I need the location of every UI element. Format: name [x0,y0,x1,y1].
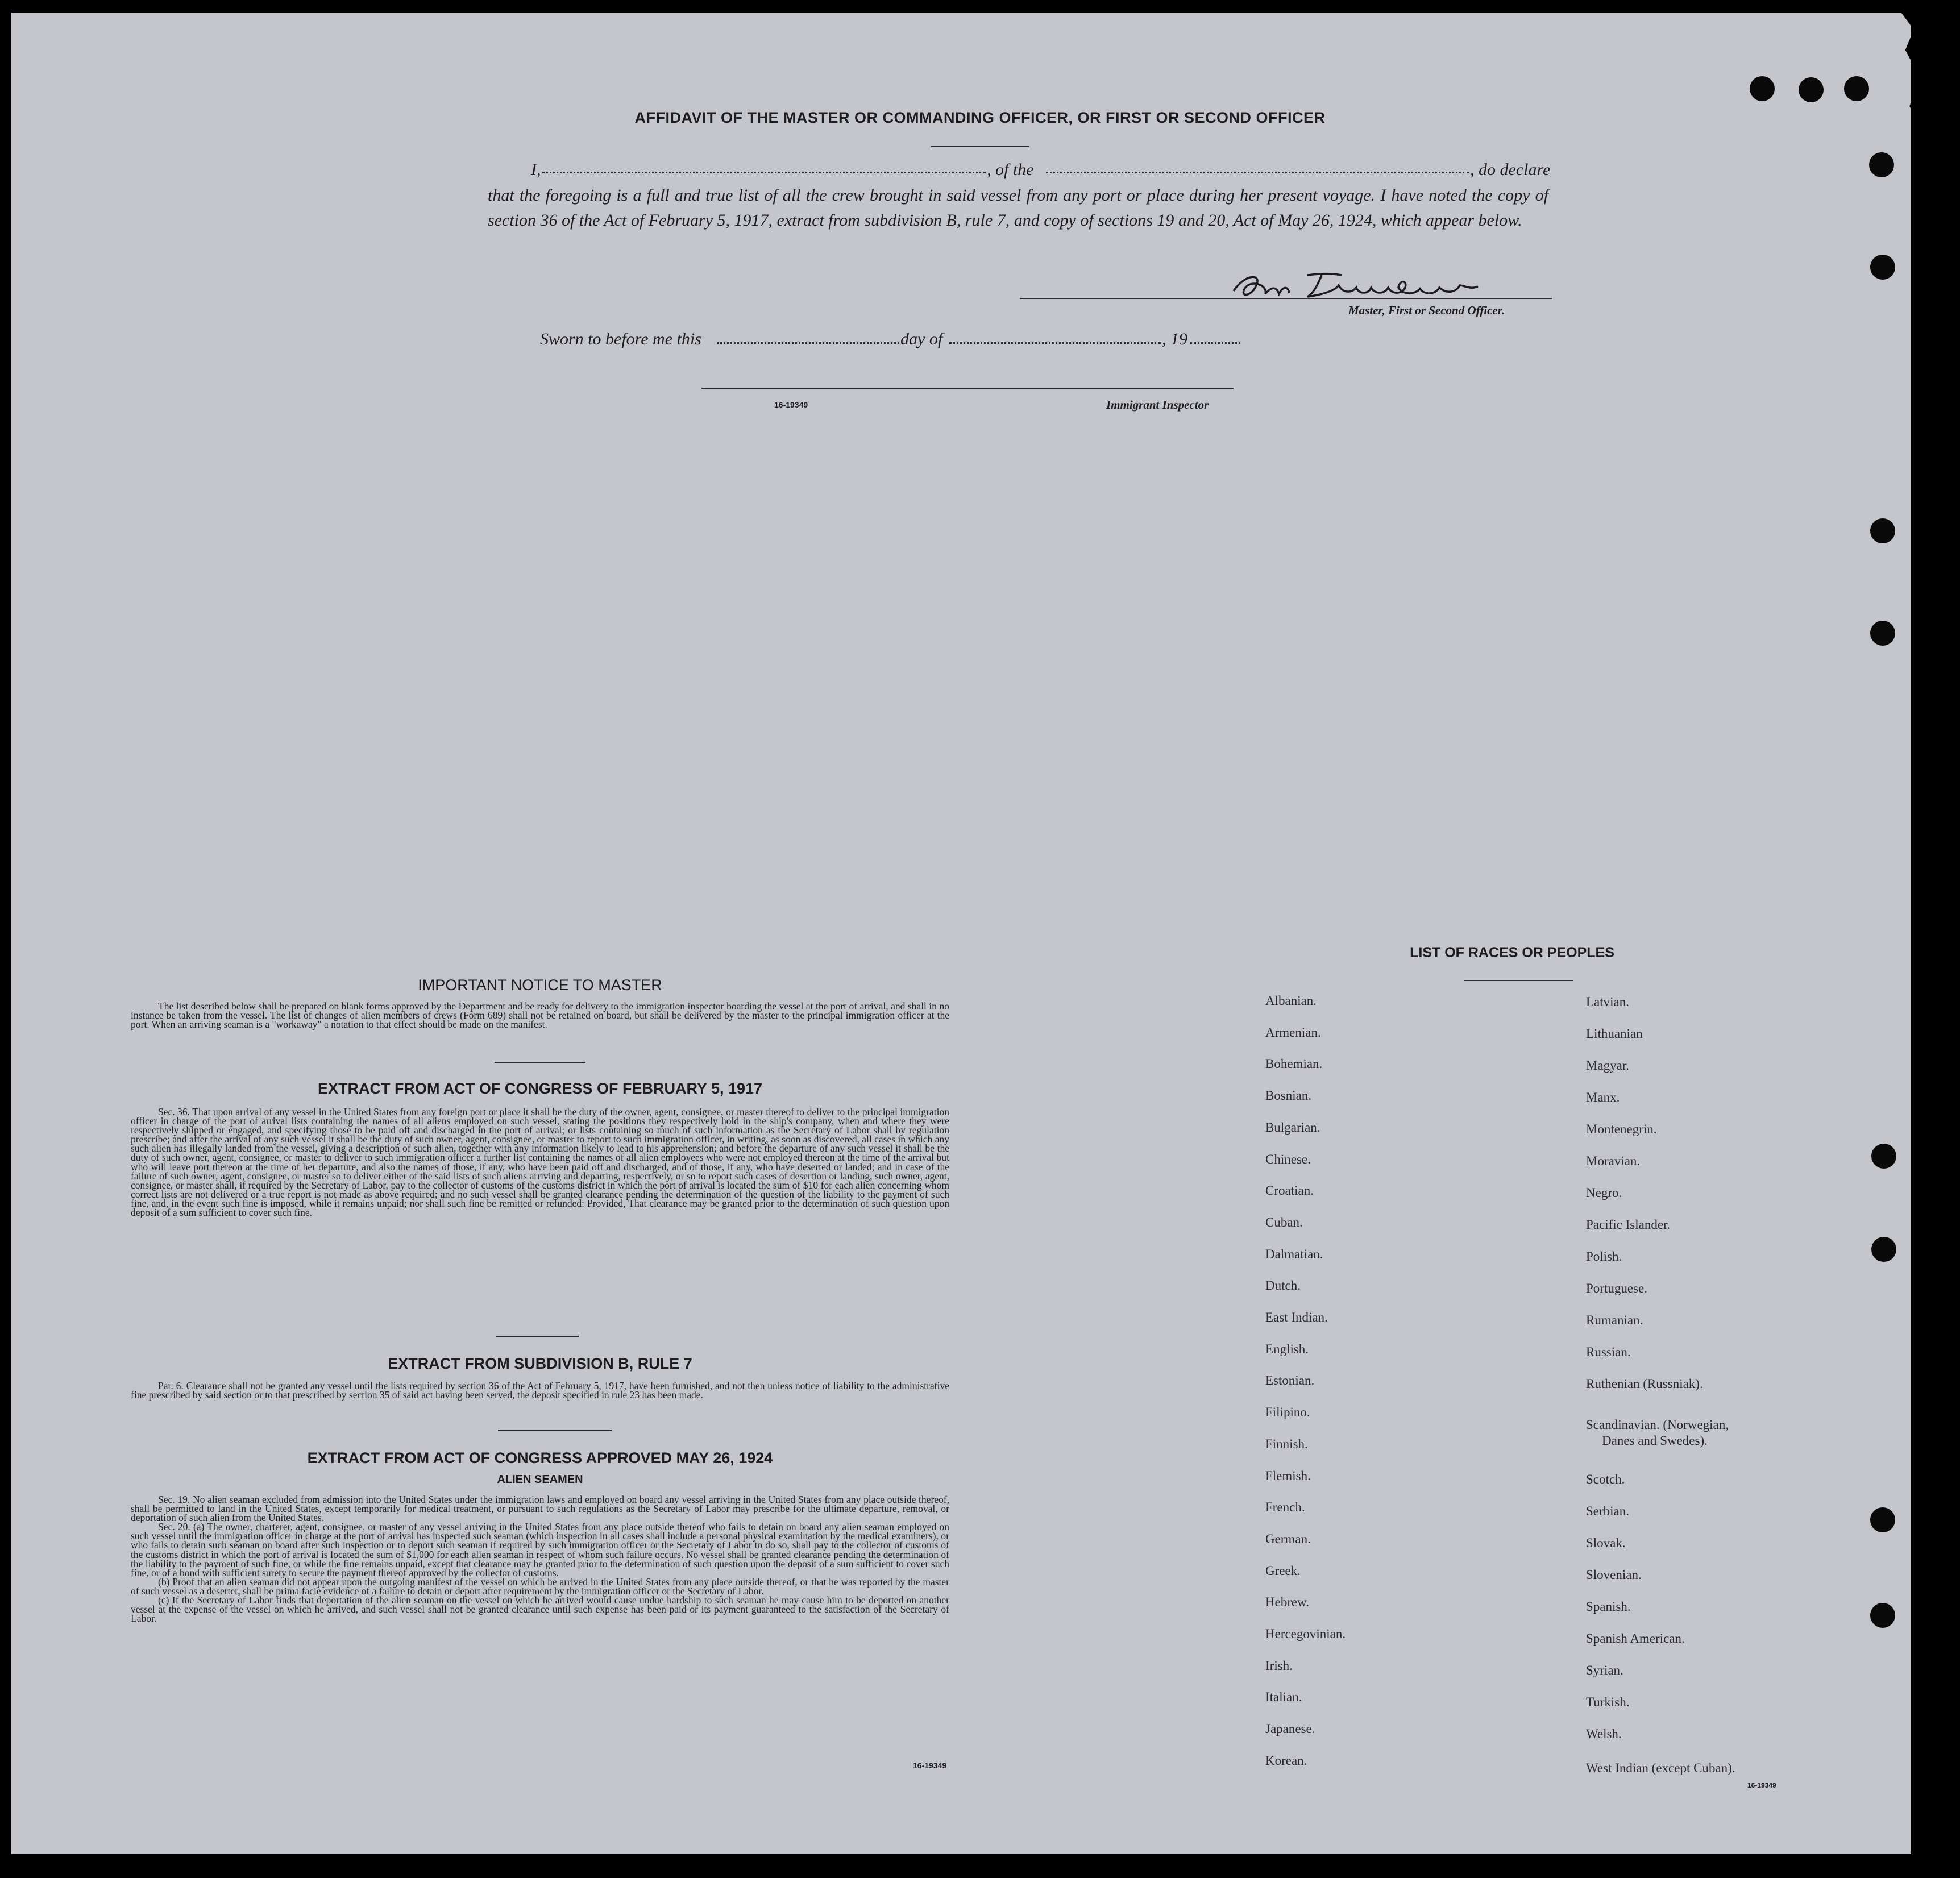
sworn-prefix: Sworn to before me this [540,330,701,348]
race-item: Magyar. [1586,1058,1630,1073]
race-item: Bulgarian. [1265,1120,1320,1135]
section-divider [496,1336,579,1337]
race-item: French. [1265,1500,1305,1514]
race-item: Albanian. [1265,994,1317,1008]
sec20c-paragraph: (c) If the Secretary of Labor finds that deportation of the alien seaman on the vessel on which he arrived would cause undue hardship to such seaman he may cause him to be deported on another vessel at the expense of the vessel on which he arrived, and such vessel shall not be granted clearance until such expense has been paid or its payment guaranteed to the satisfaction of the Secretary of Labor. [131,1594,949,1624]
sworn-year-blank[interactable] [1190,342,1240,344]
race-item: Welsh. [1586,1727,1622,1741]
race-item: Hebrew. [1265,1595,1310,1609]
punch-hole [1870,518,1895,543]
race-item: Irish. [1265,1659,1293,1673]
sworn-year: , 19 [1162,330,1187,348]
sworn-month-blank[interactable] [949,342,1161,344]
sec20b-paragraph: (b) Proof that an alien seaman did not appear upon the outgoing manifest of the vessel on which he arrived in the United States from any place outside thereof, or that he was reported by the master of such vessel as a deserter, shall be prima facie evidence of a failure to detain or deport after requirement by the immigration officer or the Secretary of Labor. [131,1576,949,1597]
race-item: Filipino. [1265,1405,1310,1419]
form-number: 16-19349 [913,1761,947,1770]
punch-hole [1870,1507,1895,1532]
extract-1924-title: EXTRACT FROM ACT OF CONGRESS APPROVED MAY 26, 1924 [307,1449,773,1466]
extract-1917-text [131,1107,949,1217]
affidavit-title: AFFIDAVIT OF THE MASTER OR COMMANDING OFFICER, OR FIRST OR SECOND OFFICER [634,109,1326,126]
race-item: Slovenian. [1586,1568,1642,1582]
punch-hole [1871,1237,1896,1262]
sec20a-paragraph: Sec. 20. (a) The owner, charterer, agent, consignee, or master of any vessel arriving in the United States from any place outside thereof who fails to detain on board any alien seaman employed on such vessel until the immigration officer in charge at the port of arrival has inspected such seaman (which inspection in all cases shall include a personal physical examination by the medical examiners), or who fails to detain such seaman on board after such inspection or to deport such seaman if required by such immigration officer or the Secretary of Labor to do so, shall pay to the collector of customs of the customs district in which the port of arrival is located the sum of $1,000 for each alien seaman in respect of whom such failure occurs. No vessel shall be granted clearance pending the determination of the liability to the payment of such fine, or while the fine remains unpaid, except that clearance may be granted prior to the determination of such question upon the deposit of a sum sufficient to cover such fine, or of a bond with sufficient surety to secure the payment thereof approved by the collector of customs. [131,1521,949,1578]
race-item: Manx. [1586,1090,1620,1104]
race-item: Bosnian. [1265,1088,1312,1103]
sec36-paragraph: Sec. 36. That upon arrival of any vessel in the United States from any foreign port or place it shall be the duty of the owner, agent, consignee, or master thereof to deliver to the principal immigration officer in charge of the port of arrival lists containing the names of all aliens employed on such vessel, stating the positions they respectively hold in the ship's company, when and where they were respectively shipped or engaged, and specifying those to be paid off and discharged in the port of arrival; or lists containing so much of such information as the Secretary of Labor shall by regulation prescribe; and after the arrival of any such vessel it shall be the duty of such owner, agent, consignee, or master to report to such immigration officer, in writing, as soon as discovered, all cases in which any such alien has illegally landed from the vessel, giving a description of such alien, together with any information likely to lead to his apprehension; and before the departure of any such vessel it shall be the duty of such owner, agent, consignee, or master to deliver to such immigration officer a further list containing the names of all alien employees who were not employed thereon at the time of the arrival but who will leave port thereon at the time of her departure, and also the names of those, if any, who have been paid off and discharged, and of those, if any, who have deserted or landed; and in case of the failure of such owner, agent, consignee, or master so to deliver either of the said lists of such aliens arriving and departing, respectively, or so to report such cases of desertion or landing, such owner, agent, consignee, or master shall, if required by the Secretary of Labor, pay to the collector of customs of the customs district in which the port of arrival is located the sum of $10 for each alien concerning whom correct lists are not delivered or a true report is not made as above required; and no such vessel shall be granted clearance pending the determination of the question of the liability to the payment of such fine, and, in the event such fine is imposed, while it remains unpaid; nor shall such fine be remitted or refunded: Provided, That clearance may be granted prior to the determination of such question upon deposit of a sum sufficient to cover such fine. [131,1106,949,1219]
race-item: Estonian. [1265,1373,1315,1387]
race-item: Latvian. [1586,995,1629,1009]
rule7-text [131,1381,949,1399]
sworn-day-of: day of [900,330,943,348]
race-item: East Indian. [1265,1310,1328,1324]
master-signature [1222,263,1506,308]
section-divider [498,1430,612,1431]
notice-text [131,1002,949,1029]
vessel-blank[interactable] [1046,172,1469,173]
races-title-underline [1464,980,1573,981]
race-item: Spanish American. [1586,1631,1685,1646]
form-number: 16-19349 [774,400,808,409]
affidavit-body: that the foregoing is a full and true list of all the crew brought in said vessel from any port or place during her present voyage. I have noted the copy of section 36 of the Act of February 5, 1917, extract from subdivision B, rule 7, and copy of sections 19 and 20, Act of May 26, 1924, which appear below. [488,186,1548,230]
punch-hole [1871,1144,1896,1169]
punch-hole [1844,76,1869,101]
signature-line [1020,298,1552,299]
race-item: Slovak. [1586,1536,1626,1550]
race-item: Lithuanian [1586,1027,1643,1041]
punch-hole [1869,152,1894,177]
punch-hole [1750,76,1775,101]
race-item: West Indian (except Cuban). [1586,1761,1735,1775]
punch-hole [1870,255,1895,280]
inspector-caption: Immigrant Inspector [1106,398,1209,412]
race-item: Greek. [1265,1564,1301,1578]
race-item: Negro. [1586,1186,1622,1200]
races-title: LIST OF RACES OR PEOPLES [1410,945,1614,961]
race-item: Portuguese. [1586,1281,1647,1295]
race-item: Scotch. [1586,1472,1625,1486]
race-item: Dalmatian. [1265,1247,1323,1261]
race-item: Finnish. [1265,1437,1308,1451]
race-item: Ruthenian (Russniak). [1586,1377,1703,1391]
affidavit-line-of: , of the [987,160,1034,179]
race-item: English. [1265,1342,1309,1356]
race-item: Pacific Islander. [1586,1218,1671,1232]
race-item: Croatian. [1265,1183,1314,1198]
race-item: Montenegrin. [1586,1122,1657,1136]
race-item: Cuban. [1265,1215,1303,1229]
signature-caption: Master, First or Second Officer. [1348,304,1505,317]
extract-1924-text [131,1495,949,1623]
race-item: Russian. [1586,1345,1631,1359]
race-item: Italian. [1265,1690,1302,1704]
punch-hole [1799,77,1824,102]
race-item: Chinese. [1265,1152,1311,1166]
extract-1917-title: EXTRACT FROM ACT OF CONGRESS OF FEBRUARY 5, 1917 [317,1080,763,1097]
race-item: Bohemian. [1265,1057,1323,1071]
race-item: Syrian. [1586,1663,1623,1677]
notice-title: IMPORTANT NOTICE TO MASTER [418,977,662,994]
par6-paragraph: Par. 6. Clearance shall not be granted any vessel until the lists required by section 36 of the Act of February 5, 1917, have been furnished, and not then unless notice of liability to the administrative fine prescribed by said section or to that prescribed by section 35 of said act having been served, the deposit specified in rule 23 has been made. [131,1380,949,1401]
race-item: Dutch. [1265,1278,1301,1293]
affidavit-line-declare: , do declare [1470,160,1551,179]
race-item: Danes and Swedes). [1602,1434,1708,1448]
notice-paragraph: The list described below shall be prepared on blank forms approved by the Department and be ready for delivery to the immigration inspector boarding the vessel at the port of arrival, and shall in no instance be taken from the vessel. The list of changes of alien members of crews (Form 689) shall not be retained on board, but shall be delivered by the master to the principal immigration officer at the port. When an arriving seaman is a "workaway" a notation to that effect should be made on the manifest. [131,1000,949,1031]
alien-seamen-subtitle: ALIEN SEAMEN [497,1473,583,1486]
race-item: Rumanian. [1586,1313,1643,1327]
section-divider [495,1062,585,1063]
form-number: 16-19349 [1747,1781,1776,1789]
sworn-day-blank[interactable] [717,342,899,344]
race-item: Serbian. [1586,1504,1630,1518]
rule7-title: EXTRACT FROM SUBDIVISION B, RULE 7 [388,1355,692,1372]
sec19-paragraph: Sec. 19. No alien seaman excluded from admission into the United States under the immigration laws and employed on board any vessel arriving in the United States from any place outside thereof, shall be permitted to land in the United States, except temporarily for medical treatment, or pursuant to such regulations as the Secretary of Labor may prescribe for the ultimate departure, removal, or deportation of such alien from the United States. [131,1494,949,1524]
race-item: Korean. [1265,1754,1307,1768]
race-item: Polish. [1586,1249,1622,1264]
race-item: German. [1265,1532,1311,1546]
title-underline [931,146,1029,147]
name-blank[interactable] [542,172,986,173]
race-item: Scandinavian. (Norwegian, [1586,1418,1729,1432]
race-item: Turkish. [1586,1695,1630,1709]
race-item: Hercegovinian. [1265,1627,1346,1641]
affidavit-line-prefix: I, [531,160,541,179]
race-item: Japanese. [1265,1722,1315,1736]
race-item: Spanish. [1586,1599,1631,1614]
race-item: Moravian. [1586,1154,1641,1168]
race-item: Armenian. [1265,1025,1321,1040]
race-item: Flemish. [1265,1469,1311,1483]
punch-hole [1870,1603,1895,1628]
punch-hole [1870,621,1895,646]
inspector-signature-line [701,388,1234,389]
